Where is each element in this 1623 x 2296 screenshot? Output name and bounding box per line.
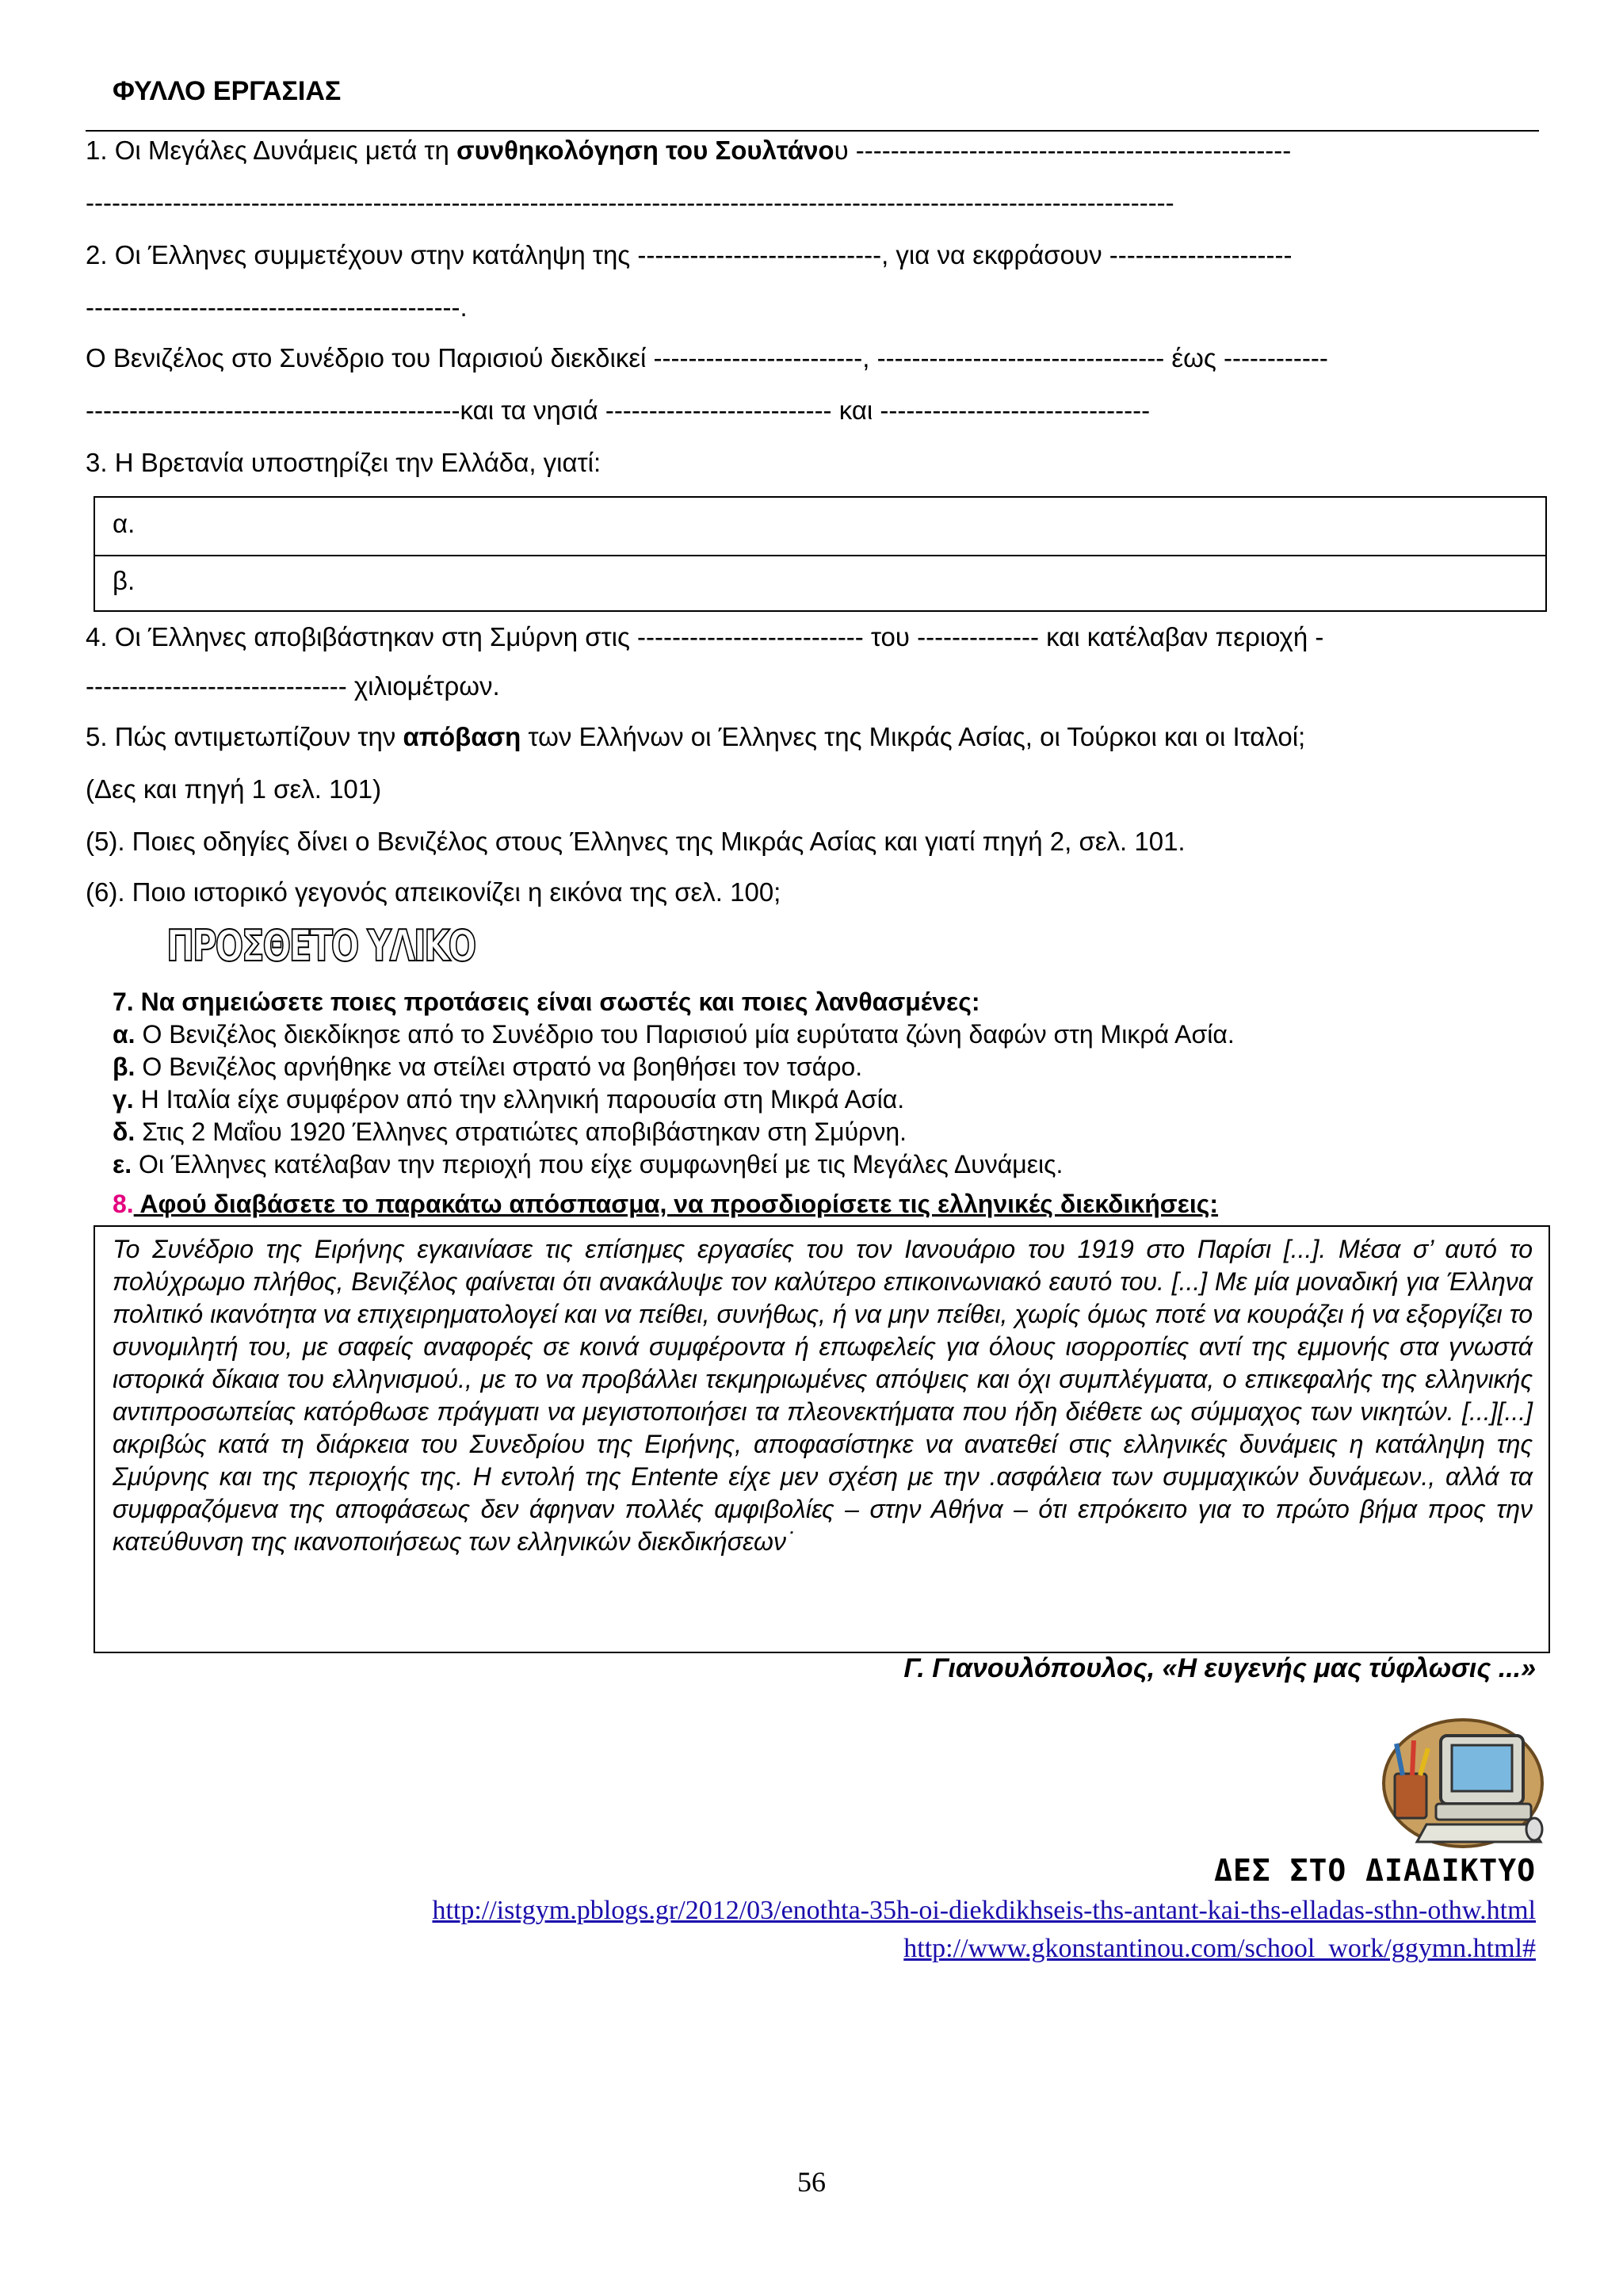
computer-clipart-icon xyxy=(1379,1710,1547,1850)
q3-answer-table xyxy=(94,496,1547,612)
statement-letter: β. xyxy=(113,1052,136,1081)
extra-material-heading: ΠΡΟΣΘΕΤΟ ΥΛΙΚΟ xyxy=(166,921,475,971)
q4-line-2: ------------------------------ χιλιομέτρων. xyxy=(86,671,500,701)
quote-box xyxy=(94,1225,1550,1653)
q5-bold: απόβαση xyxy=(403,722,521,751)
statement-text: Ο Βενιζέλος αρνήθηκε να στείλει στρατό να βοηθήσει τον τσάρο. xyxy=(135,1052,863,1081)
statement-text: Στις 2 Μαΐου 1920 Έλληνες στρατιώτες αποβιβάστηκαν στη Σμύρνη. xyxy=(135,1117,907,1146)
q5-line-2: (Δες και πηγή 1 σελ. 101) xyxy=(86,774,382,804)
title-divider xyxy=(86,130,1539,132)
q2-line-3: Ο Βενιζέλος στο Συνέδριο του Παρισιού διεκδικεί ------------------------, --------------------------------- έως ------------ xyxy=(86,343,1328,372)
statement-text: Η Ιταλία είχε συμφέρον από την ελληνική παρουσία στη Μικρά Ασία. xyxy=(133,1085,905,1114)
quote-author: Γ. Γιανουλόπουλος, «Η ευγενής μας τύφλωσις ...» xyxy=(903,1653,1536,1683)
q2-line-2: -------------------------------------------. xyxy=(86,292,468,322)
statement-letter: ε. xyxy=(113,1150,132,1179)
link-gkonstantinou[interactable]: http://www.gkonstantinou.com/school_work/ggymn.html# xyxy=(903,1934,1536,1963)
statement-b xyxy=(113,1051,862,1083)
q2-line-4: -------------------------------------------και τα νησιά -------------------------- και ------------------------------- xyxy=(86,395,1151,425)
q6-text: (6). Ποιο ιστορικό γεγονός απεικονίζει η εικόνα της σελ. 100; xyxy=(86,877,781,907)
q2-line-1: 2. Οι Έλληνες συμμετέχουν στην κατάληψη της ----------------------------, για να εκφράσουν --------------------- xyxy=(86,240,1293,269)
q5b-text: (5). Ποιες οδηγίες δίνει ο Βενιζέλος στους Έλληνες της Μικράς Ασίας και γιατί πηγή 2, σελ. 101. xyxy=(86,827,1186,856)
q8-title xyxy=(113,1188,1218,1221)
q1-blank-line: ----------------------------------------------------------------------------------------------------------------------------- xyxy=(86,188,1174,217)
quote-text: Το Συνέδριο της Ειρήνης εγκαινίασε τις επίσημες εργασίες του τον Ιανουάριο του 1919 στο Παρίσι [...]. Μέσα σ’ αυτό το πολύχρωμο πλήθος, Βενιζέλος φαίνεται ότι ανακάλυψε τον καλύτερο επικοινωνιακό εαυτό του. [...] Με μία μοναδική για Έλληνα πολιτικό ικανότητα να επιχειρηματολογεί και να πείθει, συνήθως, ή να μην πείθει, χωρίς όμως ποτέ να κουράζει ή να εξοργίζει το συνομιλητή του, με σαφείς αναφορές σε κοινά συμφέροντα ή επωφελείς για όλους ισορροπίες αντί της εμμονής στα γνωστά ιστορικά δίκαια του ελληνισμού., με το να προβάλλει τεκμηριωμένες απόψεις και όχι συμπλέγματα, ο επικεφαλής της ελληνικής αντιπροσωπείας κατόρθωσε πράγματι να μεγιστοποιήσει τα πλεονεκτήματα που ήδη διέθετε ως σύμμαχος των νικητών. [...][...] ακριβώς κατά τη διάρκεια του Συνεδρίου της Ειρήνης, αποφασίστηκε να ανατεθεί στις ελληνικές δυνάμεις η κατάληψη της Σμύρνης και της περιοχής της. Η εντολή της Entente είχε μεν σχέση με την .ασφάλεια των συμμαχικών δυνάμεων., αλλά τα συμφραζόμενα της αποφάσεως δεν άφηναν πολλές αμφιβολίες – στην Αθήνα – ότι επρόκειτο για το πρώτο βήμα προς την κατεύθυνση της ικανοποιήσεως των ελληνικών διεκδικήσεων˙ xyxy=(113,1235,1533,1556)
page-number: 56 xyxy=(797,2166,826,2198)
q7-title: 7. Να σημειώσετε ποιες προτάσεις είναι σωστές και ποιες λανθασμένες: xyxy=(113,988,980,1016)
statement-d xyxy=(113,1116,907,1148)
worksheet-title: ΦΥΛΛΟ ΕΡΓΑΣΙΑΣ xyxy=(113,76,342,106)
statement-text: Οι Έλληνες κατέλαβαν την περιοχή που είχε συμφωνηθεί με τις Μεγάλες Δυνάμεις. xyxy=(132,1150,1064,1179)
q1-bold: συνθηκολόγηση του Σουλτάνο xyxy=(456,136,834,165)
q3-row-b: β. xyxy=(113,566,136,595)
statement-a xyxy=(113,1018,1235,1051)
q3-text: 3. Η Βρετανία υποστηρίζει την Ελλάδα, γιατί: xyxy=(86,448,601,477)
q1-post: υ -------------------------------------------------- xyxy=(834,136,1292,165)
statement-e xyxy=(113,1148,1063,1181)
q1-pre: 1. Οι Μεγάλες Δυνάμεις μετά τη xyxy=(86,136,456,165)
q8-number: 8. xyxy=(113,1190,134,1218)
statement-text: Ο Βενιζέλος διεκδίκησε από το Συνέδριο του Παρισιού μία ευρύτατα ζώνη δαφών στη Μικρά Ασία. xyxy=(135,1020,1235,1049)
question-5 xyxy=(86,721,1305,753)
statement-letter: γ. xyxy=(113,1085,134,1114)
q5-post: των Ελλήνων οι Έλληνες της Μικράς Ασίας, οι Τούρκοι και οι Ιταλοί; xyxy=(521,722,1306,751)
link-istgym[interactable]: http://istgym.pblogs.gr/2012/03/enothta-35h-oi-diekdikhseis-ths-antant-kai-ths-elladas-sthn-othw.html xyxy=(432,1896,1536,1925)
internet-heading: ΔΕΣ ΣΤΟ ΔΙΑΔΙΚΤΥΟ xyxy=(1214,1853,1536,1888)
question-1 xyxy=(86,135,1291,166)
q3-row-a: α. xyxy=(95,498,1545,556)
q5-pre: 5. Πώς αντιμετωπίζουν την xyxy=(86,722,403,751)
q4-line-1: 4. Οι Έλληνες αποβιβάστηκαν στη Σμύρνη στις -------------------------- του -------------- και κατέλαβαν περιοχή - xyxy=(86,622,1324,651)
q8-text: Αφού διαβάσετε το παρακάτω απόσπασμα, να προσδιορίσετε τις ελληνικές διεκδικήσεις: xyxy=(133,1190,1219,1218)
statement-c xyxy=(113,1083,904,1116)
statement-letter: α. xyxy=(113,1020,136,1049)
statement-letter: δ. xyxy=(113,1117,136,1146)
